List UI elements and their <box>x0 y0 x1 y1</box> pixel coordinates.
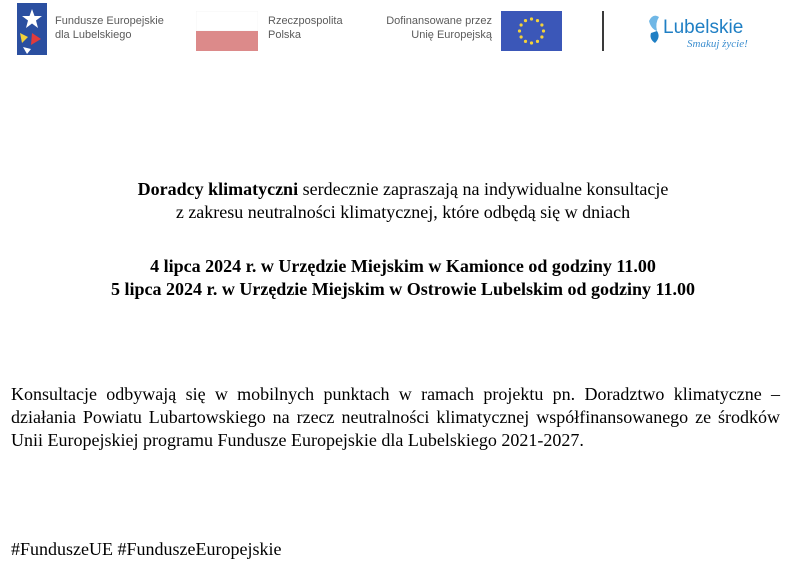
feu-line-1: Fundusze Europejskie <box>55 15 164 27</box>
lubelskie-slogan: Smakuj życie! <box>687 38 748 50</box>
consultation-dates <box>0 255 806 301</box>
invitation-rest: serdecznie zapraszają na indywidualne konsultacje <box>298 179 669 199</box>
pl-line-2: Polska <box>268 29 302 41</box>
rzeczpospolita-name <box>268 14 343 42</box>
ue-line-1: Dofinansowane przez <box>386 15 492 27</box>
invitation-lead: Doradcy klimatyczni <box>137 179 299 199</box>
invitation-line-2: z zakresu neutralności klimatycznej, które odbędą się w dniach <box>175 202 631 222</box>
eu-cofinanced-text <box>375 14 492 42</box>
lubelskie-wordmark: Lubelskie <box>663 17 744 38</box>
polish-flag-icon <box>196 11 258 51</box>
fundusze-europejskie-name <box>55 14 164 42</box>
eu-flag-icon <box>501 11 562 51</box>
fundusze-europejskie-logo <box>17 3 47 55</box>
hashtags: #FunduszeUE #FunduszeEuropejskie <box>11 539 282 559</box>
pl-line-1: Rzeczpospolita <box>268 15 343 27</box>
logo-divider <box>602 11 604 51</box>
invitation-line-1 <box>0 178 806 201</box>
invitation-text <box>0 178 806 224</box>
project-description: Konsultacje odbywają się w mobilnych punktach w ramach projektu pn. Doradztwo klimatyczne – działania Powiatu Lubartowskiego na rzecz neutralności klimatycznej współfinansowanego ze środków Unii Europejskiej programu Fundusze Europejskie dla Lubelskiego 2021-2027. <box>11 384 780 450</box>
ue-line-2: Unię Europejską <box>411 29 492 41</box>
feu-line-2: dla Lubelskiego <box>55 29 132 41</box>
date-ostrow-lubelski: 5 lipca 2024 r. w Urzędzie Miejskim w Ostrowie Lubelskim od godziny 11.00 <box>111 279 695 299</box>
logo-bar <box>0 0 806 60</box>
lubelskie-logo <box>643 7 763 53</box>
date-kamionka: 4 lipca 2024 r. w Urzędzie Miejskim w Kamionce od godziny 11.00 <box>150 256 656 276</box>
